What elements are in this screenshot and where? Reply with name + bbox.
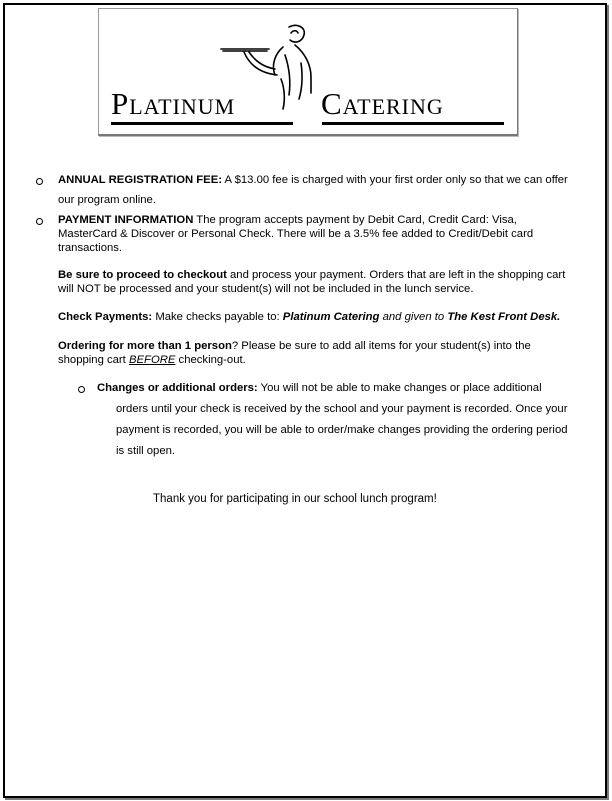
list-bullet-icon: [36, 218, 43, 225]
checkout-text-2: will NOT be processed and your student(s) will not be included in the lunch service.: [58, 283, 474, 295]
changes-text-3: payment is recorded, you will be able to order/make changes providing the ordering period: [116, 424, 568, 436]
payment-info-text-2: MasterCard & Discover or Personal Check. There will be a 3.5% fee added to Credit/Debit card: [58, 228, 534, 240]
ordering-heading: Ordering for more than 1 person: [58, 340, 232, 352]
check-payee-brand: Platinum Catering: [282, 311, 380, 323]
payment-info-text: The program accepts payment by Debit Card, Credit Card: Visa,: [196, 214, 517, 226]
ordering-text-2c: checking-out.: [175, 354, 246, 366]
annual-fee-text: A $13.00 fee is charged with your first order only so that we can offer: [224, 174, 568, 186]
brand-name-catering: Catering: [321, 86, 444, 121]
changes-item: [97, 381, 597, 458]
check-payments-text: Make checks payable to:: [152, 311, 283, 323]
list-bullet-icon: [78, 386, 85, 393]
changes-text-2: orders until your check is received by the school and your payment is recorded. Once your: [116, 403, 568, 415]
checkout-paragraph: [58, 268, 603, 296]
changes-text-4: is still open.: [116, 445, 176, 457]
check-payments-paragraph: [58, 310, 603, 324]
platinum-catering-logo: [98, 8, 518, 136]
check-payee-desk: The Kest Front Desk.: [447, 311, 561, 323]
annual-fee-text-2: our program online.: [58, 194, 156, 206]
ordering-text-2a: shopping cart: [58, 354, 129, 366]
payment-info-text-3: transactions.: [58, 242, 123, 254]
changes-heading: Changes or additional orders:: [97, 382, 258, 394]
check-payee-text: and given to: [379, 311, 448, 323]
thank-you-message: Thank you for participating in our school lunch program!: [153, 493, 437, 505]
brand-name-platinum: Platinum: [111, 86, 236, 121]
ordering-before-emphasis: BEFORE: [128, 354, 176, 366]
document-page: [3, 3, 607, 798]
changes-text: You will not be able to make changes or place additional: [257, 382, 542, 394]
annual-registration-item: [58, 173, 603, 207]
payment-info-heading: PAYMENT INFORMATION: [58, 214, 194, 226]
payment-information-item: [58, 213, 603, 255]
checkout-text: and process your payment. Orders that are left in the shopping cart: [226, 269, 566, 281]
list-bullet-icon: [36, 178, 43, 185]
annual-fee-heading: ANNUAL REGISTRATION FEE:: [58, 174, 223, 186]
checkout-heading: Be sure to proceed to checkout: [58, 269, 227, 281]
ordering-text: ? Please be sure to add all items for your student(s) into the: [231, 340, 531, 352]
check-payments-heading: Check Payments:: [58, 311, 153, 323]
ordering-paragraph: [58, 339, 603, 367]
